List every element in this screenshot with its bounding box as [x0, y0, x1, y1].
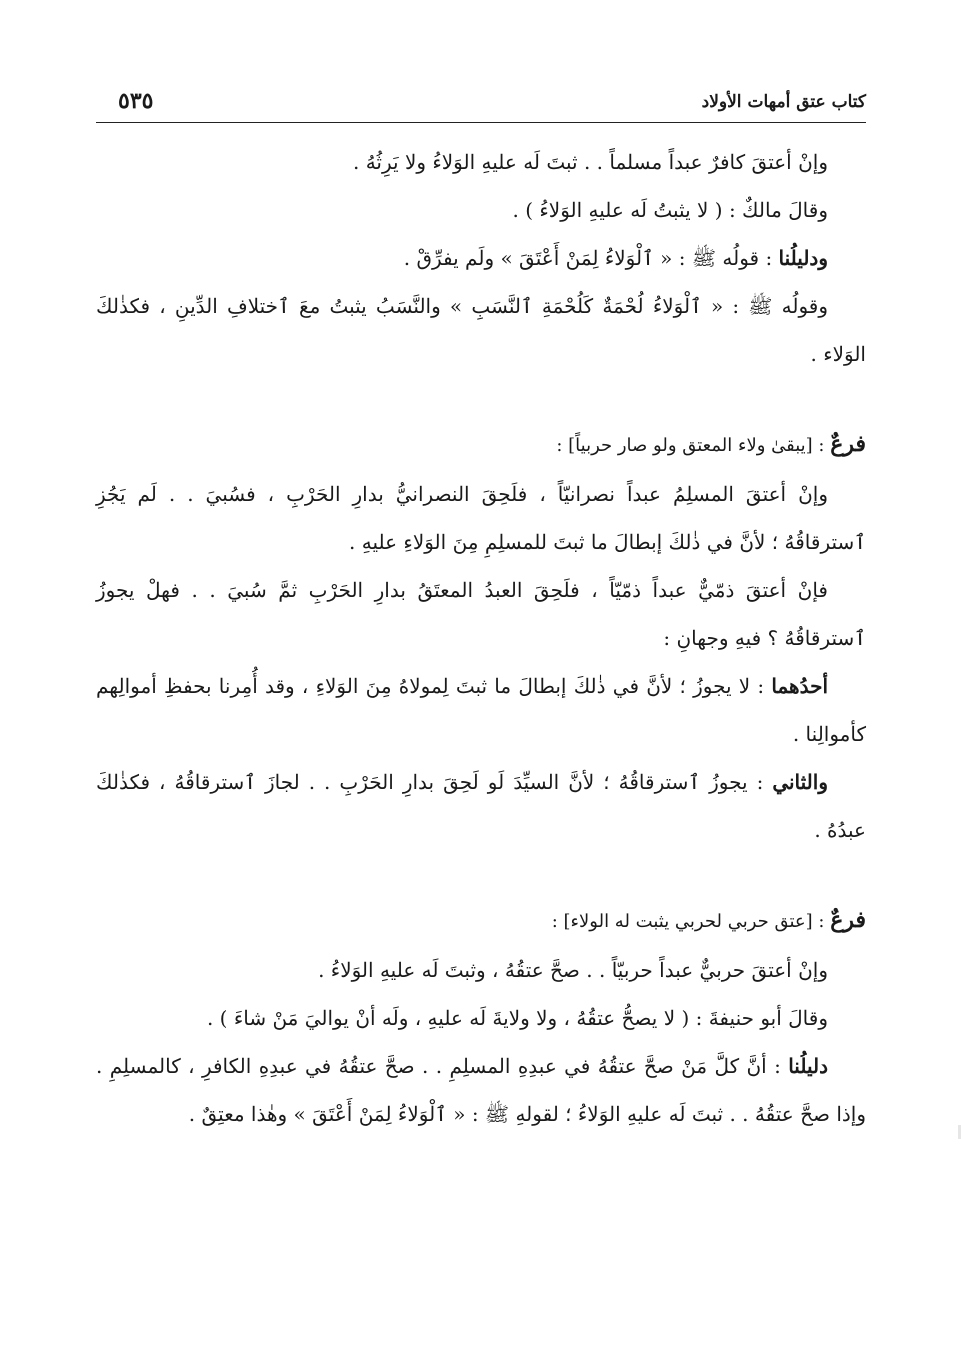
heading-text: : [عتق حربي لحربي يثبت له الولاء] : [551, 911, 831, 932]
paragraph-text: : أنَّ كلَّ مَنْ صحَّ عتقُهُ في عبدِهِ المسلِمِ . . صحَّ عتقُهُ في عبدِهِ الكافرِ ، كالمسلِمِ . وإذا صحَّ عتقُهُ . . ثبتَ لَه عليهِ الوَلاءُ ؛ لقولهِ ﷺ : « ٱلْوَلاءُ لِمَنْ أَعْتَقَ » وهٰذا معتِقٌ . [96, 1054, 866, 1126]
paragraph [96, 1042, 866, 1138]
section-gap [96, 854, 866, 896]
paragraph [96, 662, 866, 758]
paragraph: وإنْ أعتقَ المسلِمُ عبداً نصرانيّاً ، فلَحِقَ النصرانيُّ بدارِ الحَرْبِ ، فسُبيَ . . لَم يَجُزِ ٱسترقاقُهُ ؛ لأنَّ في ذٰلكَ إبطالَ ما ثبتَ للمسلِمِ مِنَ الوَلاءِ عليهِ . [96, 482, 866, 554]
main-text [96, 138, 866, 1138]
paragraph: وإنْ أعتقَ حربيٌّ عبداً حربيّاً . . صحَّ عتقُهُ ، وثبتَ لَه عليهِ الوَلاءُ . [318, 958, 828, 982]
paragraph: وقالَ أبو حنيفةَ : ( لا يصحُّ عتقُهُ ، ولا ولايةَ لَه عليهِ ، ولَه أنْ يواليَ مَنْ شاءَ ) . [206, 1006, 828, 1030]
section-heading [96, 420, 866, 470]
opinion-label: أحدُهما [771, 674, 828, 698]
evidence-label: ودليلُنا [778, 246, 828, 270]
paragraph: فإنْ أعتقَ ذمّيٌّ عبداً ذمّيّاً ، فلَحِقَ العبدُ المعتَقُ بدارِ الحَرْبِ ثمَّ سُبيَ . . فهلْ يجوزُ ٱسترقاقُهُ ؟ فيهِ وجهانِ : [96, 578, 866, 650]
paragraph-text: : لا يجوزُ ؛ لأنَّ في ذٰلكَ إبطالَ ما ثبتَ لِمولاهُ مِنَ الوَلاءِ ، وقد أُمِرنا بحفظِ أموالِهم كأموالِنا . [96, 674, 866, 746]
paragraph: وقولُه ﷺ : « ٱلْوَلاءُ لُحْمَةٌ كَلُحْمَةِ ٱلنَّسَبِ » والنَّسَبُ يثبتُ معَ ٱختلافِ الدِّينِ ، فكذٰلكَ الوَلاء . [96, 294, 866, 366]
paragraph [96, 758, 866, 854]
heading-label: فرعٌ [830, 907, 866, 933]
paragraph: وقالَ مالكٌ : ( لا يثبتُ لَه عليهِ الوَلاءُ ) . [512, 198, 828, 222]
running-title: كتاب عتق أمهات الأولاد [701, 92, 866, 112]
paragraph-text: : قولُه ﷺ : « ٱلْوَلاءُ لِمَنْ أَعْتَقَ » ولَم يفرِّقْ . [403, 246, 779, 270]
page-number: ٥٣٥ [118, 88, 154, 114]
running-header [96, 86, 866, 123]
paragraph-text: : يجوزُ ٱسترقاقُهُ ؛ لأنَّ السيِّدَ لَو لَحِقَ بدارِ الحَرْبِ . . لجازَ ٱسترقاقُهُ ، فكذٰلكَ عبدُهُ . [96, 770, 866, 842]
section-heading [96, 896, 866, 946]
heading-text: : [يبقىٰ ولاء المعتق ولو صار حربياً] : [556, 435, 831, 456]
evidence-label: دليلُنا [788, 1054, 828, 1078]
heading-label: فرعٌ [830, 431, 866, 457]
paragraph: وإنْ أعتقَ كافرٌ عبداً مسلماً . . ثبتَ لَه عليهِ الوَلاءُ ولا يَرِثُهُ . [352, 150, 828, 174]
opinion-label: والثاني [772, 770, 828, 794]
paragraph [96, 234, 866, 282]
section-gap [96, 378, 866, 420]
